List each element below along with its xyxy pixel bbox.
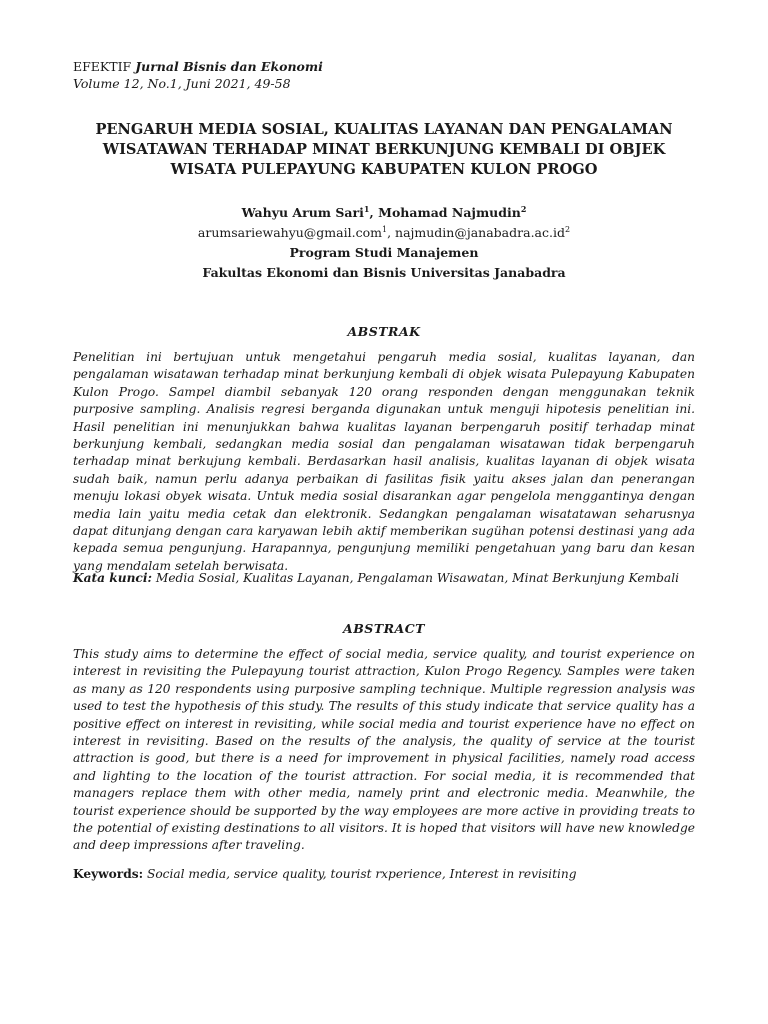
- title-line-3: WISATA PULEPAYUNG KABUPATEN KULON PROGO: [170, 161, 598, 178]
- kata-kunci-values: Media Sosial, Kualitas Layanan, Pengalaman Wisawatan, Minat Berkunjung Kembali: [155, 571, 679, 585]
- author-separator: ,: [369, 205, 379, 220]
- keywords: [73, 866, 695, 883]
- journal-volume: Volume 12, No.1, Juni 2021, 49-58: [73, 76, 291, 91]
- abstract-body: This study aims to determine the effect of social media, service quality, and tourist experience on interest in revisiting the Pulepayung tourist attraction, Kulon Progo Regency. Samples were taken as many as 120 respondents using purposive sampling technique. Multiple regression analysis was used to test the hypothesis of this study. The results of this study indicate that service quality has a positive effect on interest in revisiting, while social media and tourist experience have no effect on interest in revisiting. Based on the results of the analysis, the quality of service at the tourist attraction is good, but there is a need for improvement in physical facilities, namely road access and lighting to the location of the tourist attraction. For social media, it is recommended that managers replace them with other media, namely print and electronic media. Meanwhile, the tourist experience should be supported by the way employees are more active in providing treats to the potential of existing destinations to all visitors. It is hoped that visitors will have new knowledge and deep impressions after traveling.: [73, 647, 695, 853]
- keywords-values: Social media, service quality, tourist rxperience, Interest in revisiting: [146, 867, 577, 881]
- author-block: [73, 203, 695, 283]
- abstract-heading: ABSTRACT: [343, 621, 425, 636]
- author-1-sup: 1: [363, 203, 370, 214]
- journal-prefix: EFEKTIF: [73, 59, 132, 74]
- abstrak-body: Penelitian ini bertujuan untuk mengetahui pengaruh media sosial, kualitas layanan, dan pengalaman wisatawan terhadap minat berkunjung kembali di objek wisata Pulepayung Kabupaten Kulon Progo. Sampel diambil sebanyak 120 orang responden dengan menggunakan teknik purposive sampling. Analisis regresi berganda digunakan untuk menguji hipotesis penelitian ini. Hasil penelitian ini menunjukkan bahwa kualitas layanan berpengaruh positif terhadap minat berkunjung kembali, sedangkan media sosial dan pengalaman wisatawan tidak berpengaruh terhadap minat berkujung kembali. Berdasarkan hasil analisis, kualitas layanan di objek wisata sudah baik, namun perlu adanya perbaikan di fasilitas fisik yaitu akses jalan dan penerangan menuju lokasi obyek wisata. Untuk media sosial disarankan agar pengelola menggantinya dengan media lain yaitu media cetak dan elektronik. Sedangkan pengalaman wisatatawan seharusnya dapat ditunjang dengan cara karyawan lebih aktif memberikan sugühan potensi destinasi yang ada kepada semua pengunjung. Harapannya, pengunjung memiliki pengetahuan yang baru dan kesan yang mendalam setelah berwisata.: [73, 350, 695, 573]
- author-1: Wahyu Arum Sari: [241, 205, 364, 220]
- kata-kunci-label: Kata kunci:: [73, 571, 152, 585]
- author-names: [73, 203, 695, 223]
- email-2: najmudin@janabadra.ac.id: [395, 225, 565, 240]
- abstrak-heading: ABSTRAK: [347, 324, 421, 339]
- study-program: Program Studi Manajemen: [289, 245, 479, 260]
- author-2-sup: 2: [520, 203, 527, 214]
- email-1: arumsariewahyu@gmail.com: [197, 225, 382, 240]
- journal-header: [73, 58, 323, 92]
- title-line-1: PENGARUH MEDIA SOSIAL, KUALITAS LAYANAN DAN PENGALAMAN: [95, 121, 673, 138]
- email-2-sup: 2: [564, 224, 571, 234]
- faculty: Fakultas Ekonomi dan Bisnis Universitas Janabadra: [202, 265, 566, 280]
- author-emails: [73, 223, 695, 243]
- email-separator: ,: [387, 225, 396, 240]
- author-2: Mohamad Najmudin: [378, 205, 521, 220]
- keywords-label: Keywords:: [73, 867, 144, 881]
- email-1-sup: 1: [381, 224, 388, 234]
- paper-title: [73, 120, 695, 180]
- journal-name: Jurnal Bisnis dan Ekonomi: [135, 59, 323, 74]
- kata-kunci: [73, 570, 695, 587]
- title-line-2: WISATAWAN TERHADAP MINAT BERKUNJUNG KEMBALI DI OBJEK: [102, 141, 666, 158]
